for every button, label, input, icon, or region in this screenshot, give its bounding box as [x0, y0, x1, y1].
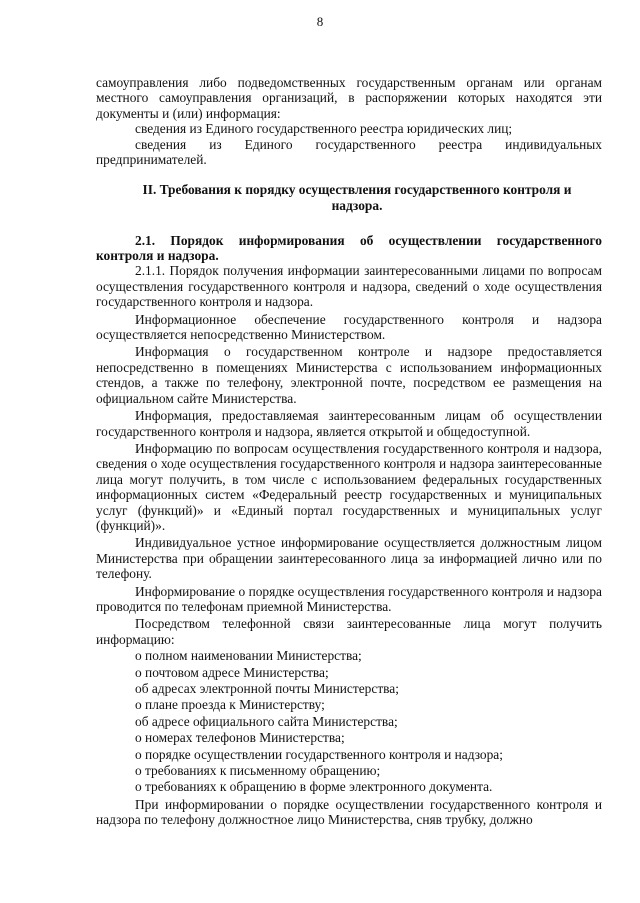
page-number: 8	[316, 14, 324, 29]
list-item: о номерах телефонов Министерства;	[135, 730, 345, 746]
list-item: об адресах электронной почты Министерства;	[135, 681, 399, 696]
body-paragraph: 2.1.1. Порядок получения информации заинтересованными лицами по вопросам осуществления государственного контроля и надзора, сведений о ходе осуществления государственного контроля и надзора.	[96, 263, 602, 310]
list-item: о почтовом адресе Министерства;	[135, 664, 329, 680]
list-item: о плане проезда к Министерству;	[135, 697, 325, 713]
page-body	[96, 75, 602, 828]
body-paragraph: Индивидуальное устное информирование осуществляется должностным лицом Министерства при обращении заинтересованного лица за информацией лично или по телефону.	[96, 535, 602, 582]
body-paragraph: Информация, предоставляемая заинтересованным лицам об осуществлении государственного контроля и надзора, является открытой и общедоступной.	[96, 408, 602, 439]
body-paragraph: Посредством телефонной связи заинтересованные лица могут получить информацию:	[96, 616, 602, 647]
intro-paragraph: самоуправления либо подведомственных государственным органам или органам местного самоуправления организаций, в распоряжении которых находятся эти документы и (или) информация:	[96, 75, 602, 121]
body-paragraph: Информация о государственном контроле и надзоре предоставляется непосредственно в помещениях Министерства с использованием информационных стендов, а также по телефону, электронной почте, посредством ее размещения на официальном сайте Министерства.	[96, 344, 602, 406]
list-item: о полном наименовании Министерства;	[135, 648, 362, 664]
list-item: о требованиях к письменному обращению;	[135, 763, 381, 779]
body-paragraph: Информирование о порядке осуществления государственного контроля и надзора проводится по телефонам приемной Министерства.	[96, 583, 602, 614]
intro-list-item: сведения из Единого государственного реестра индивидуальных предпринимателей.	[96, 136, 602, 168]
list-item: об адресе официального сайта Министерства;	[135, 713, 398, 729]
section-heading: II. Требования к порядку осуществления государственного контроля и надзора.	[142, 182, 572, 214]
body-paragraph: Информацию по вопросам осуществления государственного контроля и надзора, сведения о ходе осуществления государственного контроля и надзора заинтересованные лица могут получить, в том числе с использованием федеральных государственных информационных систем «Федеральный реестр государственных и муниципальных услуг (функций)» и «Единый портал государственных и муниципальных услуг (функций)».	[96, 440, 602, 533]
body-paragraph: Информационное обеспечение государственного контроля и надзора осуществляется непосредственно Министерством.	[96, 311, 602, 343]
closing-paragraph: При информировании о порядке осуществлении государственного контроля и надзора по телефону должностное лицо Министерства, сняв трубку, должно	[96, 796, 602, 828]
list-item: о порядке осуществлении государственного контроля и надзора;	[135, 746, 503, 762]
list-item: о требованиях к обращению в форме электронного документа.	[135, 779, 493, 795]
intro-list-item: сведения из Единого государственного реестра юридических лиц;	[135, 121, 513, 137]
subsection-heading: 2.1. Порядок информирования об осуществлении государственного контроля и надзора.	[96, 232, 602, 264]
